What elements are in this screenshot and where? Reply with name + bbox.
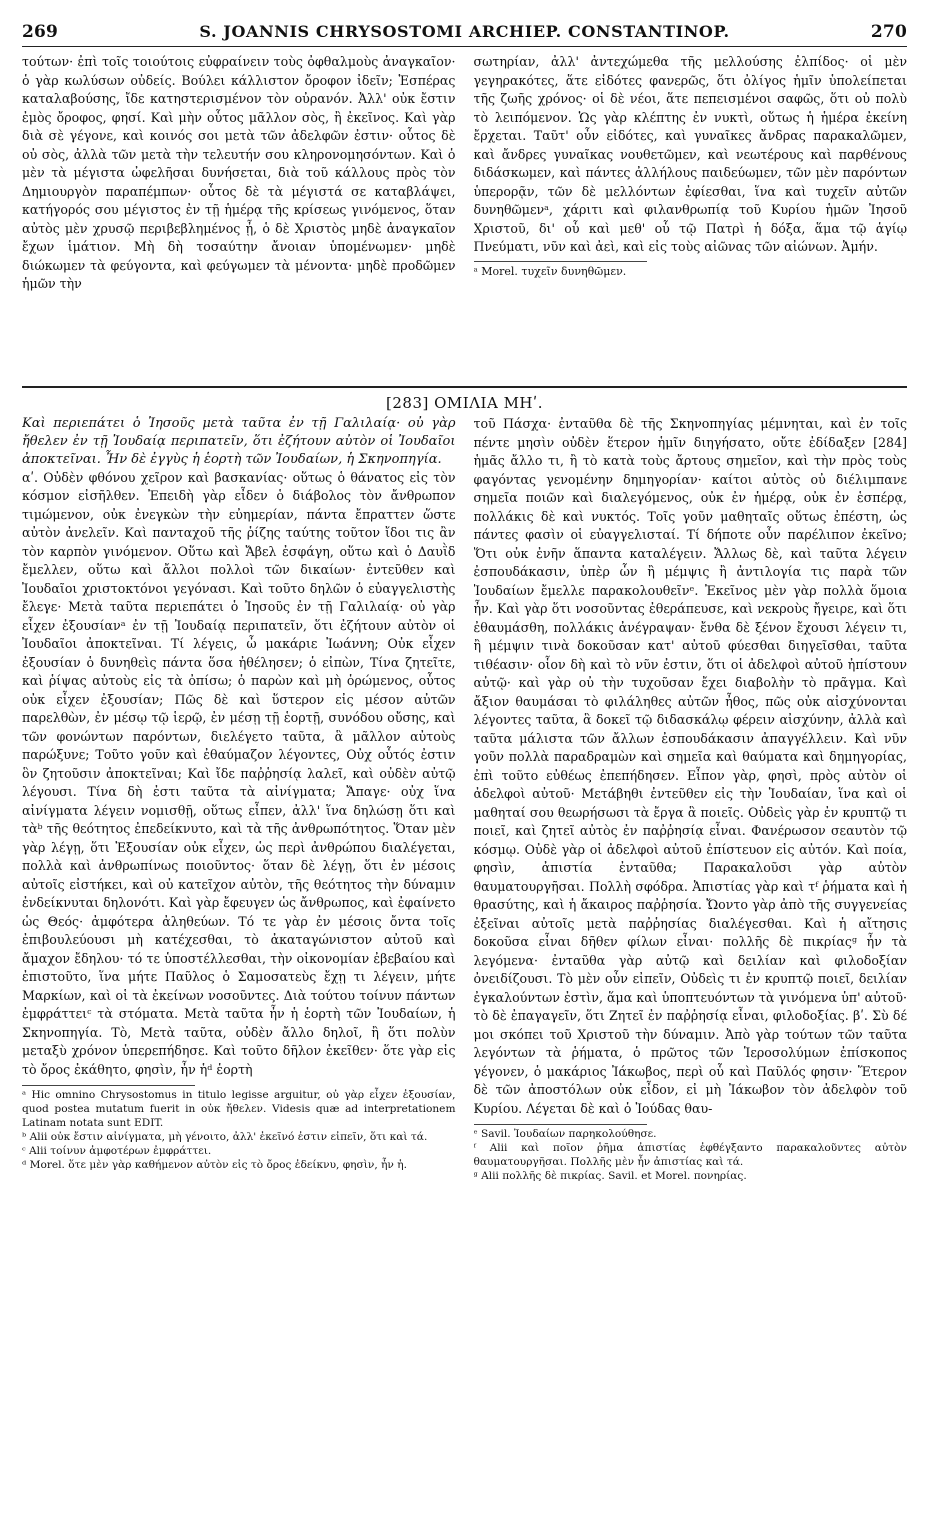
left-notes xyxy=(22,1085,456,1173)
homily-left-text: αʹ. Οὐδὲν φθόνου χεῖρον καὶ βασκανίας· οὕτως ὁ θάνατος εἰς τὸν κόσμον εἰσῆλθεν. Ἐπειδὴ γὰρ εἶδεν ὁ διάβολος τὸν ἄνθρωπον τιμώμενον, οὐκ ἐνεγκὼν τὴν εὐημερίαν, πάντα ἔπραττεν ὥστε αὐτὸν ἀνελεῖν. Καὶ πανταχοῦ τῆς ῥίζης ταύτης τοῦτον ἴδοι τις ἂν τὸν καρπὸν γινόμενον. Οὕτω καὶ Ἄβελ ἐσφάγη, οὕτω καὶ ὁ Δαυῒδ ἔμελλεν, οὕτω καὶ ἄλλοι πολλοὶ τῶν δικαίων· ἐντεῦθεν καὶ Ἰουδαῖοι χριστοκτόνοι γεγόνασι. Καὶ τοῦτο δηλῶν ὁ εὐαγγελιστὴς ἔλεγε· Μετὰ ταῦτα περιεπάτει ὁ Ἰησοῦς ἐν τῇ Γαλιλαίᾳ· οὐ γὰρ εἶχεν ἐξουσίανᵃ ἐν τῇ Ἰουδαίᾳ περιπατεῖν, ὅτι ἐζήτουν αὐτὸν οἱ Ἰουδαῖοι ἀποκτεῖναι. Τί λέγεις, ὦ μακάριε Ἰωάννη; Οὐκ εἶχεν ἐξουσίαν ὁ δυνηθεὶς πάντα ὅσα ἠθέλησεν; ὁ εἰπὼν, Τίνα ζητεῖτε, καὶ ῥίψας αὐτοὺς εἰς τὰ ὀπίσω; ὁ παρὼν καὶ μὴ ὁρώμενος, οὗτος οὐκ εἶχεν ἐξουσίαν; Πῶς δὲ καὶ ὕστερον εἰς μέσον αὐτῶν παρελθὼν, ἐν μέσῳ τῷ ἱερῷ, ἐν μέσῃ τῇ ἑορτῇ, συνόδου οὔσης, καὶ τῶν φονώντων παρόντων, διελέγετο ταῦτα, ἃ μᾶλλον αὐτοὺς παρώξυνε; Τοῦτο γοῦν καὶ ἐθαύμαζον λέγοντες, Οὐχ οὗτός ἐστιν ὃν ζητοῦσιν ἀποκτεῖναι; Καὶ ἴδε παῤῥησίᾳ λαλεῖ, καὶ οὐδὲν αὐτῷ λέγουσι. Τίνα δὴ ἐστι ταῦτα τὰ αἰνίγματα; Ἄπαγε· οὐχ ἵνα αἰνίγματα λέγειν νομισθῇ, οὕτως εἶπεν, ἀλλ' ἵνα δηλώσῃ ὅτι καὶ τὰᵇ τῆς θεότητος ἐπεδείκνυτο, καὶ τὰ τῆς ἀνθρωπότητος. Ὅταν μὲν γὰρ λέγῃ, ὅτι Ἐξουσίαν οὐκ εἶχεν, ὡς περὶ ἀνθρώπου διαλέγεται, πολλὰ καὶ ἀνθρωπίνως ποιοῦντος· ὅταν δὲ λέγῃ, ὅτι ἐν μέσοις αὐτοῖς εἰστήκει, καὶ οὐ κατεῖχον αὐτὸν, τῆς θεότητος τὴν δύναμιν ἐνδείκνυται δηλονότι. Καὶ γὰρ ἔφευγεν ὡς ἄνθρωπος, καὶ ἐφαίνετο ὡς Θεός· ἀμφότερα ἀληθεύων. Τό τε γὰρ ἐν μέσοις ὄντα τοῖς ἐπιβουλεύουσι μὴ κατέχεσθαι, τὸ ἀκαταγώνιστον αὐτοῦ καὶ ἄμαχον ἔδηλου· τό τε ὑποστέλλεσθαι, τὴν οἰκονομίαν ἐβεβαίου καὶ ἐπιστοῦτο, ἵνα μήτε Παῦλος ὁ Σαμοσατεὺς ἔχῃ τι λέγειν, μήτε Μαρκίων, καὶ οἱ τὰ ἐκείνων νοσοῦντες. Διὰ τούτου τοίνυν πάντων ἐμφράττειᶜ τὰ στόματα. Μετὰ ταῦτα ἦν ἡ ἑορτὴ τῶν Ἰουδαίων, ἡ Σκηνοπηγία. Τὸ, Μετὰ ταῦτα, οὐδὲν ἄλλο δηλοῖ, ἢ ὅτι πολὺν μεταξὺ χρόνον ὑπερεπήδησε. Καὶ τοῦτο δῆλον ἐκεῖθεν· ὅτε γὰρ εἰς τὸ ὄρος ἐκάθητο, φησὶν, ἦν ἡᵈ ἑορτὴ xyxy=(22,469,456,1077)
note-g: ᵍ Alii πολλῆς δὲ πικρίας. Savil. et Morel. πονηρίας. xyxy=(473,1169,747,1182)
notes-rule-right xyxy=(474,1124,647,1125)
note-d: ᵈ Morel. ὅτε μὲν γὰρ καθήμενον αὐτὸν εἰς τὸ ὄρος ἐδείκνυ, φησὶν, ἦν ἡ. xyxy=(22,1159,407,1172)
top-left-text: τούτων· ἐπὶ τοῖς τοιούτοις εὐφραίνειν τοὺς ὀφθαλμοὺς ἀναγκαῖον· ὁ γὰρ κωλύσων οὐδείς. Βούλει κάλλιστον ὄροφον ἰδεῖν; Ἑσπέρας καταλαβούσης, ἴδε κατηστερισμένον τὸν οὐρανόν. Ἀλλ' οὐκ ἔστιν ἐμὸς ὄροφος, φησί. Καὶ μὴν οὗτος μᾶλλον σὸς, ἢ ἐκεῖνος. Καὶ γὰρ διὰ σὲ γέγονε, καὶ κοινός σοι μετὰ τῶν ἀδελφῶν ἐστιν· οὗτος δὲ οὐ σὸς, ἀλλὰ τῶν μετὰ τὴν τελευτήν σου κληρονομησόντων. Καὶ ὁ μὲν τὰ μέγιστα ὠφελῆσαι δυνήσεται, διὰ τοῦ κάλλους πρὸς τὸν Δημιουργὸν παραπέμπων· οὗτος δὲ τὰ μέγιστά σε καταβλάψει, κατήγορός σου μέγιστος ἐν τῇ ἡμέρᾳ τῆς κρίσεως γινόμενος, ὅταν αὐτὸς μὲν χρυσῷ περιβεβλημένος ᾖ, ὁ δὲ Χριστὸς μηδὲ ἀναγκαῖον ἔχων ἱμάτιον. Μὴ δὴ τοσαύτην ἄνοιαν ὑπομένωμεν· μηδὲ διώκωμεν τὰ φεύγοντα, καὶ φεύγωμεν τὰ μένοντα· μηδὲ προδῶμεν ἡμῶν τὴν xyxy=(22,54,456,291)
note-f: ᶠ Alii καὶ ποῖον ῥῆμα ἀπιστίας ἐφθέγξαντο παρακαλοῦντες αὐτὸν θαυματουργῆσαι. Πολλῆς μὲν ἦν ἀπιστίας καὶ τά. xyxy=(473,1141,907,1168)
running-head xyxy=(22,22,907,47)
running-title: S. JOANNIS CHRYSOSTOMI ARCHIEP. CONSTANTINOP. xyxy=(199,22,730,41)
right-notes xyxy=(474,1124,908,1184)
homily-incipit: Καὶ περιεπάτει ὁ Ἰησοῦς μετὰ ταῦτα ἐν τῇ Γαλιλαίᾳ· οὐ γὰρ ἤθελεν ἐν τῇ Ἰουδαίᾳ περιπατεῖν, ὅτι ἐζήτουν αὐτὸν οἱ Ἰουδαῖοι ἀποκτεῖναι. Ἦν δὲ ἐγγὺς ἡ ἑορτὴ τῶν Ἰουδαίων, ἡ Σκηνοπηγία. xyxy=(22,416,456,467)
book-page xyxy=(22,22,907,1522)
footnote-rule xyxy=(474,261,647,262)
note-e: ᵉ Savil. Ἰουδαίων παρηκολούθησε. xyxy=(473,1128,657,1140)
top-left-column xyxy=(22,53,456,378)
section-divider xyxy=(22,386,907,388)
homily-right-text: τοῦ Πάσχα· ἐνταῦθα δὲ τῆς Σκηνοπηγίας μέμνηται, καὶ ἐν τοῖς πέντε μησὶν οὐδὲν ἕτερον ἡμῖν διηγήσατο, οὔτε ἐδίδαξεν [284] ἡμᾶς ἄλλο τι, ἢ τὸ κατὰ τοὺς ἄρτους σημεῖον, καὶ τὴν πρὸς τοὺς φαγόντας γενομένην δημηγορίαν· καίτοι αὐτὸς οὐ διέλιμπανε σημεῖα ποιῶν καὶ διαλεγόμενος, οὐκ ἐν ἡμέρᾳ, οὐκ ἐν ἑσπέρᾳ, πολλάκις δὲ καὶ νυκτός. Τοῖς γοῦν μαθηταῖς οὕτως ἐπέστη, ὡς πάντες φασὶν οἱ εὐαγγελισταί. Τί δήποτε οὖν παρέλιπον ἐκεῖνο; Ὅτι οὐκ ἐνῆν ἅπαντα καταλέγειν. Ἄλλως δὲ, καὶ ταῦτα λέγειν ἐσπουδάκασιν, ὑπὲρ ὧν ἢ μέμψις ἢ ἀντιλογία τις παρὰ τῶν Ἰουδαίων ἔμελλε παρακολουθεῖνᵉ. Ἐκεῖνος μὲν γὰρ πολλὰ ὅμοια ἦν. Καὶ γὰρ ὅτι νοσοῦντας ἐθεράπευσε, καὶ νεκροὺς ἤγειρε, καὶ ὅτι ἐθαυμάσθη, πολλάκις ἀνέγραψαν· ἔνθα δὲ ξένον ἔχουσι λέγειν τι, ἢ μέμψιν τινὰ δοκοῦσαν κατ' αὐτοῦ φύεσθαι διηγεῖσθαι, ταῦτα τιθέασιν· οἷον δὴ καὶ τὸ νῦν ἐστιν, ὅτι οἱ ἀδελφοὶ αὐτοῦ ἠπίστουν αὐτῷ· καὶ γὰρ οὐ τὴν τυχοῦσαν ἔχει διαβολὴν τὸ πρᾶγμα. Καὶ ἄξιον θαυμάσαι τὸ φιλάληθες αὐτῶν ἦθος, πῶς οὐκ αἰσχύνονται λέγοντες ταῦτα, ἃ δοκεῖ τῷ διδασκάλῳ φέρειν αἰσχύνην, ἀλλὰ καὶ ταῦτα μάλιστα τῶν ἄλλων ἐσπουδάκασιν ἀπαγγέλλειν. Καὶ νῦν γοῦν πολλὰ παραδραμὼν καὶ σημεῖα καὶ θαύματα καὶ δημηγορίας, ἐπὶ τοῦτο εὐθέως ἐπεπήδησεν. Εἶπον γὰρ, φησὶ, πρὸς αὐτὸν οἱ ἀδελφοὶ αὐτοῦ· Μετάβηθι ἐντεῦθεν εἰς τὴν Ἰουδαίαν, ἵνα καὶ οἱ μαθηταί σου θεωρήσωσι τὰ ἔργα ἃ ποιεῖς. Οὐδεὶς γὰρ ἐν κρυπτῷ τι ποιεῖ, καὶ ζητεῖ αὐτὸς ἐν παῤῥησίᾳ εἶναι. Φανέρωσον σεαυτὸν τῷ κόσμῳ. Οὐδὲ γὰρ οἱ ἀδελφοὶ αὐτοῦ ἐπίστευον εἰς αὐτόν. Καὶ ποία, φησὶν, ἀπιστία ἐνταῦθα; Παρακαλοῦσι γὰρ αὐτὸν θαυματουργῆσαι. Πολλὴ σφόδρα. Ἀπιστίας γὰρ καὶ τᶠ ῥήματα καὶ ἡ θρασύτης, καὶ ἡ ἄκαιρος παῤῥησία. Ὤοντο γὰρ ἀπὸ τῆς συγγενείας ἐξεῖναι αὐτοῖς μετὰ παῤῥησίας διαλέγεσθαι. Καὶ ἡ αἴτησις δοκοῦσα εἶναι δῆθεν φίλων εἶναι· πολλῆς δὲ πικρίαςᵍ ἦν τὰ λεγόμενα· ἐνταῦθα γὰρ αὐτῷ καὶ δειλίαν καὶ φιλοδοξίαν ὀνειδίζουσι. Τὸ μὲν οὖν εἰπεῖν, Οὐδεὶς τι ἐν κρυπτῷ ποιεῖ, δειλίαν ἐγκαλούντων ἐστὶν, ἅμα καὶ ὑποπτευόντων τὰ γινόμενα ὑπ' αὐτοῦ· τὸ δὲ ἐπαγαγεῖν, ὅτι Ζητεῖ ἐν παῤῥησίᾳ εἶναι, φιλοδοξίας. βʹ. Σὺ δέ μοι σκόπει τοῦ Χριστοῦ τὴν δύναμιν. Ἀπὸ γὰρ τούτων τῶν ταῦτα λεγόντων τὰ ῥήματα, ὁ πρῶτος τῶν Ἱεροσολύμων ἐπίσκοπος γέγονεν, ὁ μακάριος Ἰάκωβος, περὶ οὗ καὶ Παῦλός φησιν· Ἕτερον δὲ τῶν ἀποστόλων οὐκ εἶδον, εἰ μὴ Ἰάκωβον τὸν ἀδελφὸν τοῦ Κυρίου. Λέγεται δὲ καὶ ὁ Ἰούδας θαυ- xyxy=(473,416,907,1116)
homily-left-column xyxy=(22,415,456,1465)
top-right-column xyxy=(474,53,908,378)
note-b: ᵇ Alii οὐκ ἔστιν αἰνίγματα, μὴ γένοιτο, ἀλλ' ἐκεῖνό ἐστιν εἰπεῖν, ὅτι καὶ τά. xyxy=(22,1131,428,1144)
homily-right-column xyxy=(474,415,908,1465)
page-number-right: 270 xyxy=(870,22,907,42)
top-footnote: ᵃ Morel. τυχεῖν δυνηθῶμεν. xyxy=(473,264,627,278)
homily-section xyxy=(22,415,907,1465)
note-a: ᵃ Hic omnino Chrysostomus in titulo legisse arguitur, οὐ γὰρ εἶχεν ἐξουσίαν, quod postea mutatum fuerit in οὐκ ἤθελεν. Videsis quæ ad interpretationem Latinam notata sunt EDIT. xyxy=(22,1089,456,1130)
notes-rule-left xyxy=(22,1085,195,1086)
top-right-text: σωτηρίαν, ἀλλ' ἀντεχώμεθα τῆς μελλούσης ἐλπίδος· οἱ μὲν γεγηρακότες, ἅτε εἰδότες φανερῶς, ὅτι ὀλίγος ἡμῖν ὑπολείπεται τῆς ζωῆς χρόνος· οἱ δὲ νέοι, ἅτε πεπεισμένοι σαφῶς, ὅτι οὐ πολὺ τὸ λειπόμενον. Ὡς γὰρ κλέπτης ἐν νυκτὶ, οὕτως ἡ ἡμέρα ἐκείνη ἔρχεται. Ταῦτ' οὖν εἰδότες, καὶ γυναῖκες ἄνδρας παρακαλῶμεν, καὶ ἄνδρες γυναῖκας νουθετῶμεν, καὶ νεωτέρους καὶ παρθένους διδάσκωμεν, καὶ πάντες ἀλλήλους παιδεύωμεν, τῶν μὲν παρόντων ὑπερορᾷν, τῶν δὲ μελλόντων ἐφίεσθαι, ἵνα καὶ τυχεῖν αὐτῶν δυνηθῶμενᵃ, χάριτι καὶ φιλανθρωπίᾳ τοῦ Κυρίου ἡμῶν Ἰησοῦ Χριστοῦ, δι' οὗ καὶ μεθ' οὗ τῷ Πατρὶ ἡ δόξα, ἅμα τῷ ἁγίῳ Πνεύματι, νῦν καὶ ἀεὶ, καὶ εἰς τοὺς αἰῶνας τῶν αἰώνων. Ἀμήν. xyxy=(473,54,907,254)
homily-heading: [283] ΟΜΙΛΙΑ ΜΗʹ. xyxy=(386,394,543,412)
note-c: ᶜ Alii τοίνυν ἀμφοτέρων ἐμφράττει. xyxy=(22,1145,212,1158)
page-number-left: 269 xyxy=(22,22,59,42)
top-section xyxy=(22,53,907,378)
